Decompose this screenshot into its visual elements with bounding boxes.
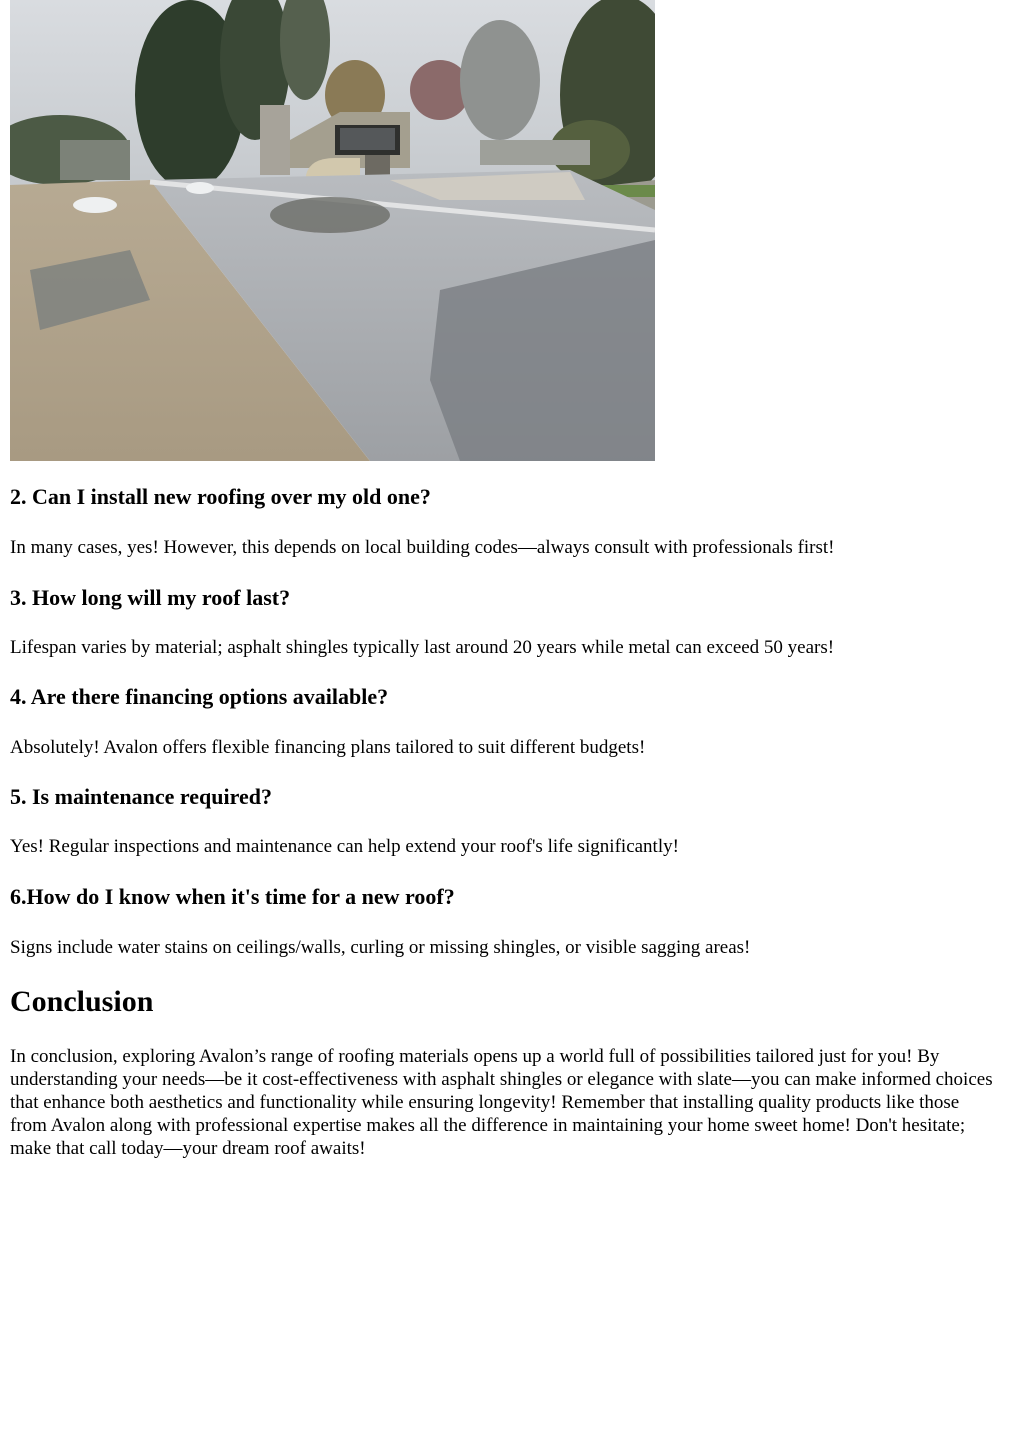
faq-question: 3. How long will my roof last?: [10, 585, 291, 610]
faq-answer: In many cases, yes! However, this depends on local building codes—always consult with professionals first!: [10, 537, 835, 558]
faq-answer: Lifespan varies by material; asphalt shingles typically last around 20 years while metal can exceed 50 years!: [10, 637, 835, 658]
faq-question: 2. Can I install new roofing over my old one?: [10, 484, 431, 509]
roof-photo: [10, 0, 655, 461]
conclusion-paragraph: In conclusion, exploring Avalon’s range of roofing materials opens up a world full of possibilities tailored just for you! By understanding your needs—be it cost-effectiveness with asphalt shingles or elegance with slate—you can make informed choices that enhance both aesthetics and functionality while ensuring longevity! Remember that installing quality products like those from Avalon along with professional expertise makes all the difference in maintaining your home sweet home! Don't hesitate; make that call today—your dream roof awaits!: [10, 1046, 993, 1159]
faq-answer: Absolutely! Avalon offers flexible financing plans tailored to suit different budgets!: [10, 737, 646, 758]
faq-answer: Signs include water stains on ceilings/walls, curling or missing shingles, or visible sagging areas!: [10, 937, 751, 958]
conclusion-title: Conclusion: [10, 985, 154, 1018]
faq-answer: Yes! Regular inspections and maintenance can help extend your roof's life significantly!: [10, 836, 679, 857]
faq-question: 6.How do I know when it's time for a new roof?: [10, 884, 455, 909]
article: [10, 0, 1000, 1159]
faq-question: 4. Are there financing options available?: [10, 684, 389, 709]
faq-question: 5. Is maintenance required?: [10, 784, 272, 809]
